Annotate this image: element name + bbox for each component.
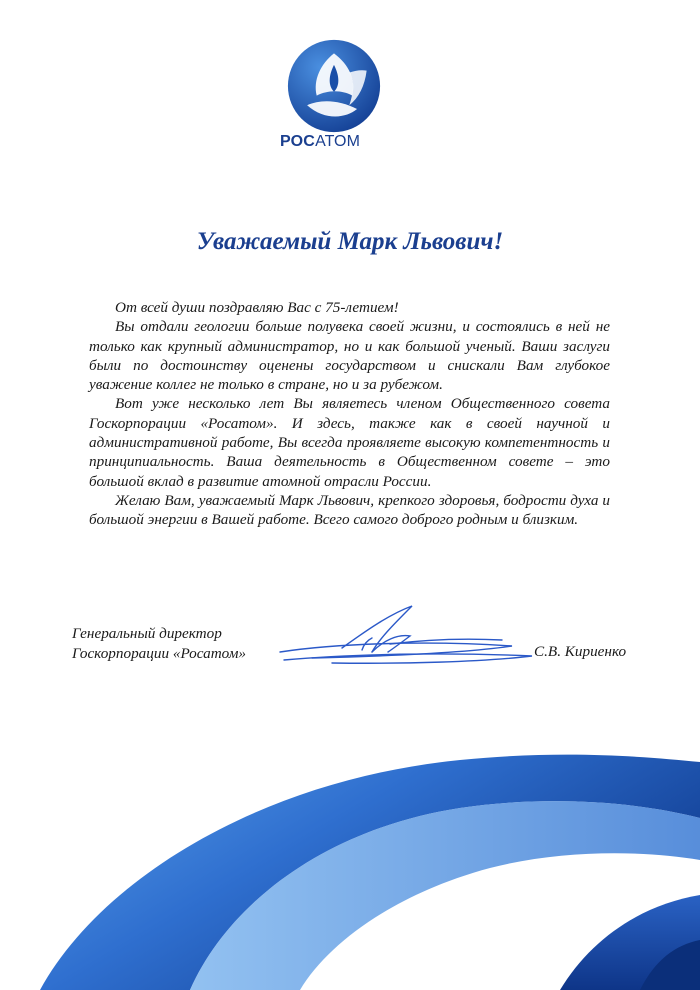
handwritten-signature-icon (272, 600, 542, 675)
signatory-title-line-2: Госкорпорации «Росатом» (72, 644, 246, 662)
brand-name-bold: РОС (280, 133, 316, 150)
signatory-name: С.В. Кириенко (534, 643, 627, 660)
brand-name (280, 133, 400, 151)
greeting-heading: Уважаемый Марк Львович! (196, 228, 504, 255)
signatory-title-line-1: Генеральный директор (72, 625, 222, 642)
paragraph-3: Вот уже несколько лет Вы являетесь членом Общественного совета Госкорпорации «Росатом». И здесь, также как в своей научной и административной работе, Вы всегда проявляете высокую компетентность и принципиальность. Ваша деятельность в Общественном совете – это большой вклад в развитие атомной отрасли России. (89, 395, 610, 490)
rosatom-logo-icon (286, 38, 382, 134)
brand-name-light: АТОМ (315, 133, 361, 150)
paragraph-1: От всей души поздравляю Вас с 75-летием! (115, 299, 399, 316)
decorative-arc-graphic (0, 700, 700, 990)
letter-body (89, 298, 610, 530)
signatory-title (72, 624, 292, 663)
paragraph-2: Вы отдали геологии больше полувека своей жизни, и состоялись в ней не только как крупный администратор, но и как большой ученый. Ваши заслуги были по достоинству оценены государством и снискали Вам глубокое уважение коллег не только в стране, но и за рубежом. (89, 318, 610, 394)
paragraph-4: Желаю Вам, уважаемый Марк Львович, крепкого здоровья, бодрости духа и большой энергии в Вашей работе. Всего самого доброго родным и близким. (89, 491, 610, 529)
